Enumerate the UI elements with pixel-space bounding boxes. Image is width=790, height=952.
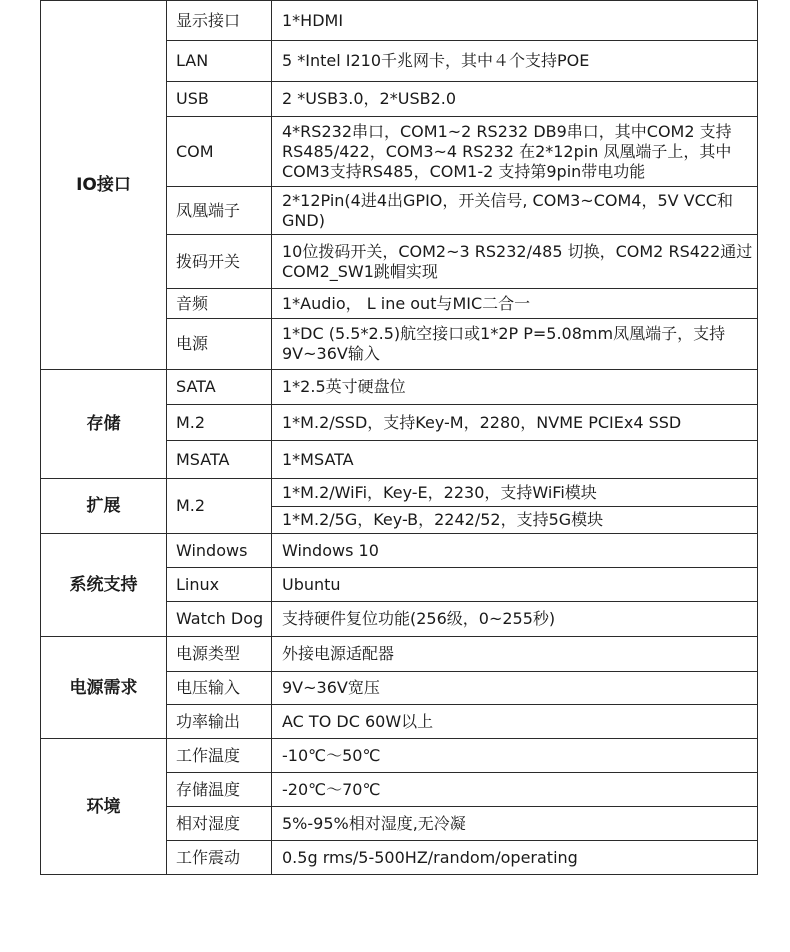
row-value: -10℃～50℃ [272, 739, 758, 773]
row-key: COM [167, 117, 272, 187]
row-value: 1*M.2/5G，Key-B，2242/52，支持5G模块 [272, 507, 758, 534]
row-key: Windows [167, 534, 272, 568]
row-key: Linux [167, 568, 272, 602]
table-row [41, 479, 758, 507]
table-row [41, 1, 758, 41]
spec-table [40, 0, 758, 875]
row-key: 功率输出 [167, 705, 272, 739]
row-value: 1*DC (5.5*2.5)航空接口或1*2P P=5.08mm凤凰端子，支持9V~36V输入 [272, 319, 758, 370]
row-key: Watch Dog [167, 602, 272, 637]
row-value: AC TO DC 60W以上 [272, 705, 758, 739]
row-value: 5%-95%相对湿度,无冷凝 [272, 807, 758, 841]
row-value: 1*Audio， L ine out与MIC二合一 [272, 289, 758, 319]
row-key: 拨码开关 [167, 235, 272, 289]
row-value: 9V~36V宽压 [272, 672, 758, 705]
category-power: 电源需求 [41, 637, 167, 739]
row-value: 外接电源适配器 [272, 637, 758, 672]
row-value: 0.5g rms/5-500HZ/random/operating [272, 841, 758, 875]
row-key: LAN [167, 41, 272, 82]
row-key: 工作温度 [167, 739, 272, 773]
row-key: 存储温度 [167, 773, 272, 807]
row-key: 电源 [167, 319, 272, 370]
row-value: 5 *Intel I210千兆网卡，其中４个支持POE [272, 41, 758, 82]
row-value: 1*2.5英寸硬盘位 [272, 370, 758, 405]
row-value: 1*M.2/SSD，支持Key-M，2280，NVME PCIEx4 SSD [272, 405, 758, 441]
category-expansion: 扩展 [41, 479, 167, 534]
table-row [41, 637, 758, 672]
row-key: 工作震动 [167, 841, 272, 875]
category-environment: 环境 [41, 739, 167, 875]
table-row [41, 739, 758, 773]
row-value: 1*HDMI [272, 1, 758, 41]
category-io: IO接口 [41, 1, 167, 370]
row-key: 电源类型 [167, 637, 272, 672]
row-value: 支持硬件复位功能(256级，0~255秒) [272, 602, 758, 637]
row-value: 2*12Pin(4进4出GPIO，开关信号, COM3~COM4，5V VCC和GND) [272, 187, 758, 235]
row-key: 音频 [167, 289, 272, 319]
row-value: Windows 10 [272, 534, 758, 568]
row-key: USB [167, 82, 272, 117]
category-system: 系统支持 [41, 534, 167, 637]
row-key: MSATA [167, 441, 272, 479]
row-key: M.2 [167, 479, 272, 534]
row-key: SATA [167, 370, 272, 405]
row-value: 1*M.2/WiFi，Key-E，2230，支持WiFi模块 [272, 479, 758, 507]
category-storage: 存储 [41, 370, 167, 479]
table-row [41, 370, 758, 405]
row-value: 10位拨码开关，COM2~3 RS232/485 切换，COM2 RS422通过COM2_SW1跳帽实现 [272, 235, 758, 289]
row-key: 凤凰端子 [167, 187, 272, 235]
row-value: 4*RS232串口，COM1~2 RS232 DB9串口，其中COM2 支持RS485/422，COM3~4 RS232 在2*12pin 凤凰端子上，其中COM3支持RS485，COM1-2 支持第9pin带电功能 [272, 117, 758, 187]
row-value: 1*MSATA [272, 441, 758, 479]
row-value: 2 *USB3.0，2*USB2.0 [272, 82, 758, 117]
row-key: 电压输入 [167, 672, 272, 705]
row-key: M.2 [167, 405, 272, 441]
table-row [41, 534, 758, 568]
row-key: 相对湿度 [167, 807, 272, 841]
row-value: Ubuntu [272, 568, 758, 602]
row-key: 显示接口 [167, 1, 272, 41]
row-value: -20℃～70℃ [272, 773, 758, 807]
